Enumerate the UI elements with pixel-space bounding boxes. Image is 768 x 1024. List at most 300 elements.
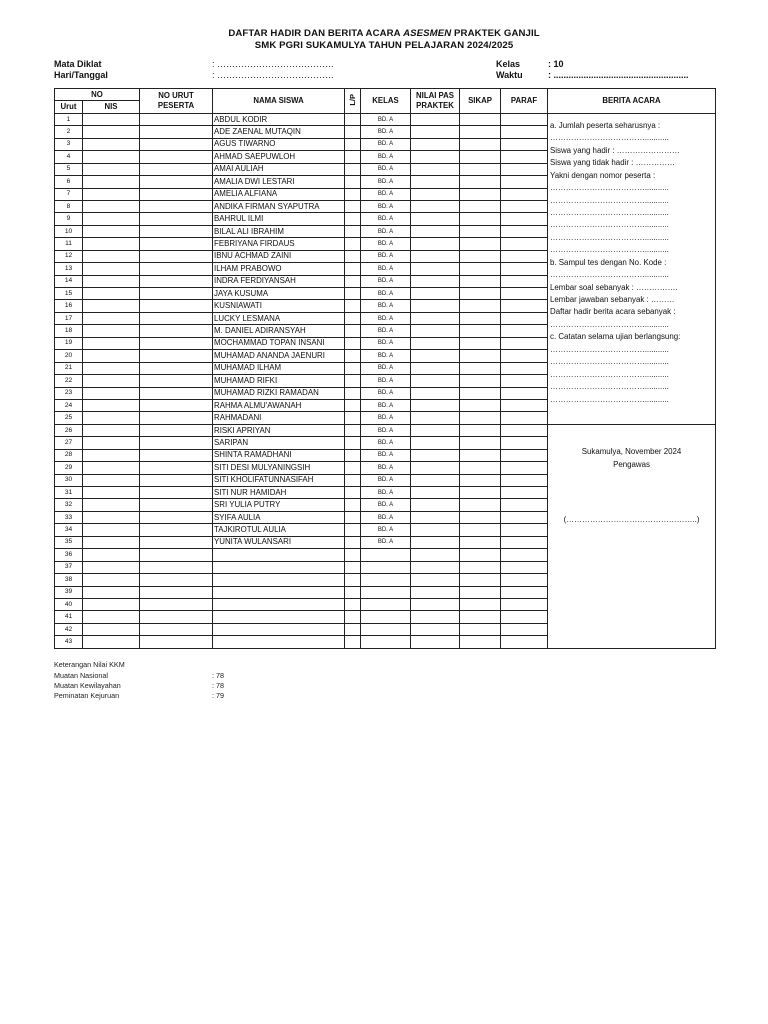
cell-paraf bbox=[501, 312, 548, 324]
cell-nis bbox=[83, 449, 140, 461]
cell-nis bbox=[83, 325, 140, 337]
cell-sikap bbox=[460, 176, 501, 188]
sign-role: Pengawas bbox=[613, 459, 650, 469]
cell-urut: 40 bbox=[55, 598, 83, 610]
berita-acara-line: ………………………………........... bbox=[550, 319, 669, 329]
cell-nis bbox=[83, 275, 140, 287]
cell-nilai bbox=[411, 325, 460, 337]
cell-nis bbox=[83, 424, 140, 436]
cell-paraf bbox=[501, 611, 548, 623]
cell-lp bbox=[345, 312, 361, 324]
cell-nis bbox=[83, 250, 140, 262]
cell-paraf bbox=[501, 524, 548, 536]
cell-kelas: BD. A bbox=[361, 213, 411, 225]
cell-urut: 3 bbox=[55, 138, 83, 150]
cell-nilai bbox=[411, 113, 460, 125]
cell-kelas: BD. A bbox=[361, 412, 411, 424]
cell-nama-siswa: MUHAMAD RIFKI bbox=[213, 375, 345, 387]
sign-name-blank: (…………………………………………..) bbox=[563, 514, 700, 524]
cell-no-urut-peserta bbox=[140, 449, 213, 461]
kelas-value: : 10 bbox=[548, 59, 564, 69]
cell-urut: 19 bbox=[55, 337, 83, 349]
cell-paraf bbox=[501, 412, 548, 424]
cell-urut: 41 bbox=[55, 611, 83, 623]
cell-kelas bbox=[361, 549, 411, 561]
berita-acara-line: ………………………………........... bbox=[550, 369, 669, 379]
cell-paraf bbox=[501, 375, 548, 387]
cell-urut: 20 bbox=[55, 350, 83, 362]
cell-nis bbox=[83, 536, 140, 548]
cell-lp bbox=[345, 499, 361, 511]
cell-no-urut-peserta bbox=[140, 549, 213, 561]
cell-nama-siswa: ADE ZAENAL MUTAQIN bbox=[213, 126, 345, 138]
cell-kelas: BD. A bbox=[361, 163, 411, 175]
cell-urut: 16 bbox=[55, 300, 83, 312]
cell-lp bbox=[345, 449, 361, 461]
cell-nis bbox=[83, 375, 140, 387]
cell-lp bbox=[345, 487, 361, 499]
cell-paraf bbox=[501, 176, 548, 188]
cell-urut: 5 bbox=[55, 163, 83, 175]
col-kelas: KELAS bbox=[361, 89, 411, 114]
cell-no-urut-peserta bbox=[140, 350, 213, 362]
document-subtitle: SMK PGRI SUKAMULYA TAHUN PELAJARAN 2024/2025 bbox=[254, 40, 514, 51]
cell-sikap bbox=[460, 549, 501, 561]
cell-nis bbox=[83, 437, 140, 449]
cell-lp bbox=[345, 536, 361, 548]
cell-nilai bbox=[411, 200, 460, 212]
cell-nilai bbox=[411, 449, 460, 461]
cell-paraf bbox=[501, 574, 548, 586]
cell-urut: 2 bbox=[55, 126, 83, 138]
document-title: DAFTAR HADIR DAN BERITA ACARA ASESMEN PRAKTEK GANJIL bbox=[228, 28, 540, 39]
cell-kelas: BD. A bbox=[361, 399, 411, 411]
cell-no-urut-peserta bbox=[140, 188, 213, 200]
cell-nama-siswa bbox=[213, 549, 345, 561]
cell-nama-siswa: INDRA FERDIYANSAH bbox=[213, 275, 345, 287]
cell-no-urut-peserta bbox=[140, 611, 213, 623]
cell-lp bbox=[345, 325, 361, 337]
sign-place-date: Sukamulya, November 2024 bbox=[581, 446, 682, 456]
cell-nilai bbox=[411, 561, 460, 573]
cell-no-urut-peserta bbox=[140, 138, 213, 150]
cell-paraf bbox=[501, 511, 548, 523]
berita-acara-line: ………………………………........... bbox=[550, 382, 669, 392]
col-nama-siswa: NAMA SISWA bbox=[213, 89, 345, 114]
cell-lp bbox=[345, 300, 361, 312]
cell-kelas: BD. A bbox=[361, 511, 411, 523]
cell-no-urut-peserta bbox=[140, 561, 213, 573]
cell-sikap bbox=[460, 362, 501, 374]
berita-acara-box bbox=[548, 113, 716, 424]
cell-sikap bbox=[460, 113, 501, 125]
cell-kelas: BD. A bbox=[361, 474, 411, 486]
col-nilai-pas-praktek: NILAI PAS PRAKTEK bbox=[411, 89, 460, 114]
cell-sikap bbox=[460, 611, 501, 623]
cell-sikap bbox=[460, 213, 501, 225]
cell-nilai bbox=[411, 611, 460, 623]
cell-no-urut-peserta bbox=[140, 213, 213, 225]
berita-acara-line: ………………………………........... bbox=[550, 133, 669, 143]
cell-lp bbox=[345, 362, 361, 374]
cell-no-urut-peserta bbox=[140, 288, 213, 300]
cell-kelas: BD. A bbox=[361, 225, 411, 237]
cell-no-urut-peserta bbox=[140, 487, 213, 499]
cell-kelas: BD. A bbox=[361, 138, 411, 150]
signature-box bbox=[548, 424, 716, 648]
waktu-label: Waktu bbox=[496, 70, 523, 80]
cell-no-urut-peserta bbox=[140, 238, 213, 250]
cell-nama-siswa bbox=[213, 598, 345, 610]
cell-urut: 42 bbox=[55, 623, 83, 635]
cell-no-urut-peserta bbox=[140, 375, 213, 387]
cell-nis bbox=[83, 586, 140, 598]
cell-urut: 25 bbox=[55, 412, 83, 424]
cell-no-urut-peserta bbox=[140, 163, 213, 175]
cell-no-urut-peserta bbox=[140, 176, 213, 188]
cell-lp bbox=[345, 350, 361, 362]
berita-acara-line: ………………………………........... bbox=[550, 195, 669, 205]
cell-lp bbox=[345, 250, 361, 262]
cell-no-urut-peserta bbox=[140, 337, 213, 349]
cell-kelas: BD. A bbox=[361, 176, 411, 188]
cell-nilai bbox=[411, 524, 460, 536]
cell-lp bbox=[345, 598, 361, 610]
cell-sikap bbox=[460, 263, 501, 275]
cell-no-urut-peserta bbox=[140, 300, 213, 312]
table-row bbox=[55, 424, 716, 436]
cell-paraf bbox=[501, 225, 548, 237]
cell-nilai bbox=[411, 412, 460, 424]
cell-nilai bbox=[411, 387, 460, 399]
berita-acara-line: Siswa yang tidak hadir : …………… bbox=[550, 158, 675, 168]
cell-paraf bbox=[501, 387, 548, 399]
berita-acara-line: Lembar soal sebanyak : ……………. bbox=[550, 282, 678, 292]
cell-sikap bbox=[460, 275, 501, 287]
cell-nis bbox=[83, 511, 140, 523]
cell-no-urut-peserta bbox=[140, 424, 213, 436]
cell-urut: 18 bbox=[55, 325, 83, 337]
attendance-table bbox=[54, 88, 716, 649]
cell-nis bbox=[83, 263, 140, 275]
cell-paraf bbox=[501, 362, 548, 374]
cell-lp bbox=[345, 437, 361, 449]
cell-paraf bbox=[501, 325, 548, 337]
cell-nilai bbox=[411, 474, 460, 486]
cell-lp bbox=[345, 263, 361, 275]
cell-sikap bbox=[460, 586, 501, 598]
cell-nilai bbox=[411, 362, 460, 374]
cell-paraf bbox=[501, 250, 548, 262]
cell-sikap bbox=[460, 623, 501, 635]
kkm-label-nasional: Muatan Nasional bbox=[54, 671, 108, 680]
cell-kelas: BD. A bbox=[361, 188, 411, 200]
cell-kelas: BD. A bbox=[361, 325, 411, 337]
col-nis: NIS bbox=[83, 101, 140, 113]
cell-sikap bbox=[460, 225, 501, 237]
cell-paraf bbox=[501, 288, 548, 300]
cell-nis bbox=[83, 200, 140, 212]
cell-kelas: BD. A bbox=[361, 113, 411, 125]
cell-sikap bbox=[460, 462, 501, 474]
cell-sikap bbox=[460, 487, 501, 499]
cell-lp bbox=[345, 138, 361, 150]
cell-nilai bbox=[411, 176, 460, 188]
cell-sikap bbox=[460, 474, 501, 486]
cell-nama-siswa: MUHAMAD ANANDA JAENURI bbox=[213, 350, 345, 362]
berita-acara-line: ………………………………........... bbox=[550, 245, 669, 255]
cell-nis bbox=[83, 598, 140, 610]
cell-no-urut-peserta bbox=[140, 499, 213, 511]
cell-nilai bbox=[411, 250, 460, 262]
cell-sikap bbox=[460, 250, 501, 262]
cell-kelas: BD. A bbox=[361, 126, 411, 138]
cell-kelas: BD. A bbox=[361, 536, 411, 548]
cell-no-urut-peserta bbox=[140, 412, 213, 424]
cell-kelas: BD. A bbox=[361, 437, 411, 449]
cell-nilai bbox=[411, 437, 460, 449]
cell-nama-siswa: YUNITA WULANSARI bbox=[213, 536, 345, 548]
cell-nama-siswa: MUHAMAD RIZKI RAMADAN bbox=[213, 387, 345, 399]
berita-acara-line: ………………………………........... bbox=[550, 357, 669, 367]
cell-nama-siswa: MOCHAMMAD TOPAN INSANI bbox=[213, 337, 345, 349]
cell-nis bbox=[83, 561, 140, 573]
cell-nis bbox=[83, 138, 140, 150]
cell-lp bbox=[345, 151, 361, 163]
cell-no-urut-peserta bbox=[140, 474, 213, 486]
cell-lp bbox=[345, 561, 361, 573]
cell-kelas: BD. A bbox=[361, 288, 411, 300]
cell-sikap bbox=[460, 424, 501, 436]
cell-sikap bbox=[460, 375, 501, 387]
cell-paraf bbox=[501, 487, 548, 499]
cell-paraf bbox=[501, 474, 548, 486]
cell-kelas bbox=[361, 574, 411, 586]
col-sikap: SIKAP bbox=[460, 89, 501, 114]
berita-acara-line: ………………………………........... bbox=[550, 232, 669, 242]
cell-sikap bbox=[460, 126, 501, 138]
cell-paraf bbox=[501, 200, 548, 212]
cell-nilai bbox=[411, 163, 460, 175]
cell-paraf bbox=[501, 536, 548, 548]
cell-urut: 21 bbox=[55, 362, 83, 374]
cell-paraf bbox=[501, 636, 548, 648]
cell-nis bbox=[83, 188, 140, 200]
cell-paraf bbox=[501, 238, 548, 250]
berita-acara-line: ………………………………........... bbox=[550, 220, 669, 230]
cell-nis bbox=[83, 499, 140, 511]
cell-nilai bbox=[411, 263, 460, 275]
cell-sikap bbox=[460, 387, 501, 399]
cell-no-urut-peserta bbox=[140, 325, 213, 337]
cell-urut: 11 bbox=[55, 238, 83, 250]
cell-no-urut-peserta bbox=[140, 598, 213, 610]
cell-nilai bbox=[411, 188, 460, 200]
cell-kelas: BD. A bbox=[361, 462, 411, 474]
cell-urut: 6 bbox=[55, 176, 83, 188]
cell-nilai bbox=[411, 300, 460, 312]
cell-sikap bbox=[460, 511, 501, 523]
cell-paraf bbox=[501, 499, 548, 511]
berita-acara-line: c. Catatan selama ujian berlangsung: bbox=[550, 332, 681, 342]
cell-paraf bbox=[501, 213, 548, 225]
cell-nama-siswa: SITI DESI MULYANINGSIH bbox=[213, 462, 345, 474]
cell-nis bbox=[83, 362, 140, 374]
cell-paraf bbox=[501, 549, 548, 561]
cell-nilai bbox=[411, 151, 460, 163]
berita-acara-line: ………………………………........... bbox=[550, 183, 669, 193]
cell-sikap bbox=[460, 238, 501, 250]
cell-kelas: BD. A bbox=[361, 337, 411, 349]
cell-urut: 14 bbox=[55, 275, 83, 287]
cell-lp bbox=[345, 424, 361, 436]
cell-lp bbox=[345, 462, 361, 474]
cell-sikap bbox=[460, 325, 501, 337]
cell-lp bbox=[345, 511, 361, 523]
cell-sikap bbox=[460, 561, 501, 573]
col-paraf: PARAF bbox=[501, 89, 548, 114]
cell-nama-siswa: RISKI APRIYAN bbox=[213, 424, 345, 436]
cell-nilai bbox=[411, 598, 460, 610]
cell-lp bbox=[345, 213, 361, 225]
cell-sikap bbox=[460, 524, 501, 536]
cell-urut: 27 bbox=[55, 437, 83, 449]
cell-paraf bbox=[501, 623, 548, 635]
cell-kelas: BD. A bbox=[361, 200, 411, 212]
cell-nilai bbox=[411, 350, 460, 362]
cell-nis bbox=[83, 412, 140, 424]
cell-lp bbox=[345, 474, 361, 486]
cell-nilai bbox=[411, 238, 460, 250]
cell-urut: 26 bbox=[55, 424, 83, 436]
cell-urut: 29 bbox=[55, 462, 83, 474]
cell-nis bbox=[83, 300, 140, 312]
cell-kelas bbox=[361, 561, 411, 573]
cell-urut: 15 bbox=[55, 288, 83, 300]
cell-urut: 10 bbox=[55, 225, 83, 237]
cell-sikap bbox=[460, 151, 501, 163]
cell-lp bbox=[345, 337, 361, 349]
cell-nis bbox=[83, 487, 140, 499]
cell-sikap bbox=[460, 536, 501, 548]
cell-nama-siswa bbox=[213, 574, 345, 586]
berita-acara-line: ………………………………........... bbox=[550, 394, 669, 404]
berita-acara-line: ………………………………........... bbox=[550, 270, 669, 280]
cell-lp bbox=[345, 611, 361, 623]
berita-acara-line: a. Jumlah peserta seharusnya : bbox=[550, 120, 661, 130]
cell-nis bbox=[83, 474, 140, 486]
cell-nama-siswa: RAHMADANI bbox=[213, 412, 345, 424]
cell-nis bbox=[83, 574, 140, 586]
cell-nama-siswa: KUSNIAWATI bbox=[213, 300, 345, 312]
cell-nama-siswa: SITI NUR HAMIDAH bbox=[213, 487, 345, 499]
berita-acara-line: ………………………………........... bbox=[550, 207, 669, 217]
table-row bbox=[55, 113, 716, 125]
cell-paraf bbox=[501, 350, 548, 362]
cell-paraf bbox=[501, 113, 548, 125]
cell-nilai bbox=[411, 424, 460, 436]
cell-sikap bbox=[460, 636, 501, 648]
cell-nis bbox=[83, 337, 140, 349]
cell-paraf bbox=[501, 399, 548, 411]
cell-urut: 28 bbox=[55, 449, 83, 461]
hari-tanggal-label: Hari/Tanggal bbox=[54, 70, 108, 80]
cell-paraf bbox=[501, 163, 548, 175]
cell-nama-siswa bbox=[213, 611, 345, 623]
cell-kelas: BD. A bbox=[361, 350, 411, 362]
kelas-label: Kelas bbox=[496, 59, 521, 69]
cell-no-urut-peserta bbox=[140, 151, 213, 163]
cell-urut: 39 bbox=[55, 586, 83, 598]
cell-paraf bbox=[501, 462, 548, 474]
cell-paraf bbox=[501, 126, 548, 138]
cell-nilai bbox=[411, 213, 460, 225]
cell-no-urut-peserta bbox=[140, 200, 213, 212]
cell-no-urut-peserta bbox=[140, 511, 213, 523]
cell-urut: 30 bbox=[55, 474, 83, 486]
cell-nis bbox=[83, 151, 140, 163]
berita-acara-line: Daftar hadir berita acara sebanyak : bbox=[550, 307, 676, 317]
cell-no-urut-peserta bbox=[140, 536, 213, 548]
cell-lp bbox=[345, 163, 361, 175]
cell-nama-siswa: IBNU ACHMAD ZAINI bbox=[213, 250, 345, 262]
cell-nis bbox=[83, 387, 140, 399]
cell-lp bbox=[345, 623, 361, 635]
cell-nama-siswa: AGUS TIWARNO bbox=[213, 138, 345, 150]
cell-nama-siswa: BAHRUL ILMI bbox=[213, 213, 345, 225]
cell-nama-siswa: M. DANIEL ADIRANSYAH bbox=[213, 325, 345, 337]
cell-nilai bbox=[411, 487, 460, 499]
cell-lp bbox=[345, 188, 361, 200]
cell-nama-siswa: ABDUL KODIR bbox=[213, 113, 345, 125]
cell-nis bbox=[83, 350, 140, 362]
cell-kelas: BD. A bbox=[361, 387, 411, 399]
cell-paraf bbox=[501, 188, 548, 200]
cell-kelas: BD. A bbox=[361, 250, 411, 262]
cell-nilai bbox=[411, 511, 460, 523]
cell-lp bbox=[345, 200, 361, 212]
col-lp: L/P bbox=[345, 89, 361, 114]
cell-urut: 24 bbox=[55, 399, 83, 411]
cell-no-urut-peserta bbox=[140, 275, 213, 287]
cell-nilai bbox=[411, 623, 460, 635]
cell-nilai bbox=[411, 312, 460, 324]
cell-urut: 1 bbox=[55, 113, 83, 125]
cell-lp bbox=[345, 399, 361, 411]
cell-paraf bbox=[501, 598, 548, 610]
cell-no-urut-peserta bbox=[140, 586, 213, 598]
cell-urut: 4 bbox=[55, 151, 83, 163]
cell-nilai bbox=[411, 375, 460, 387]
cell-sikap bbox=[460, 350, 501, 362]
cell-urut: 37 bbox=[55, 561, 83, 573]
cell-paraf bbox=[501, 275, 548, 287]
cell-paraf bbox=[501, 437, 548, 449]
cell-sikap bbox=[460, 598, 501, 610]
cell-nama-siswa bbox=[213, 623, 345, 635]
cell-urut: 36 bbox=[55, 549, 83, 561]
kkm-label-kejuruan: Peminatan Kejuruan bbox=[54, 691, 120, 700]
cell-lp bbox=[345, 636, 361, 648]
cell-no-urut-peserta bbox=[140, 312, 213, 324]
cell-sikap bbox=[460, 288, 501, 300]
cell-sikap bbox=[460, 437, 501, 449]
waktu-value: : ...................................................... bbox=[548, 70, 689, 80]
cell-urut: 22 bbox=[55, 375, 83, 387]
cell-no-urut-peserta bbox=[140, 263, 213, 275]
cell-nama-siswa bbox=[213, 586, 345, 598]
berita-acara-line: Lembar jawaban sebanyak : ……… bbox=[550, 295, 675, 304]
